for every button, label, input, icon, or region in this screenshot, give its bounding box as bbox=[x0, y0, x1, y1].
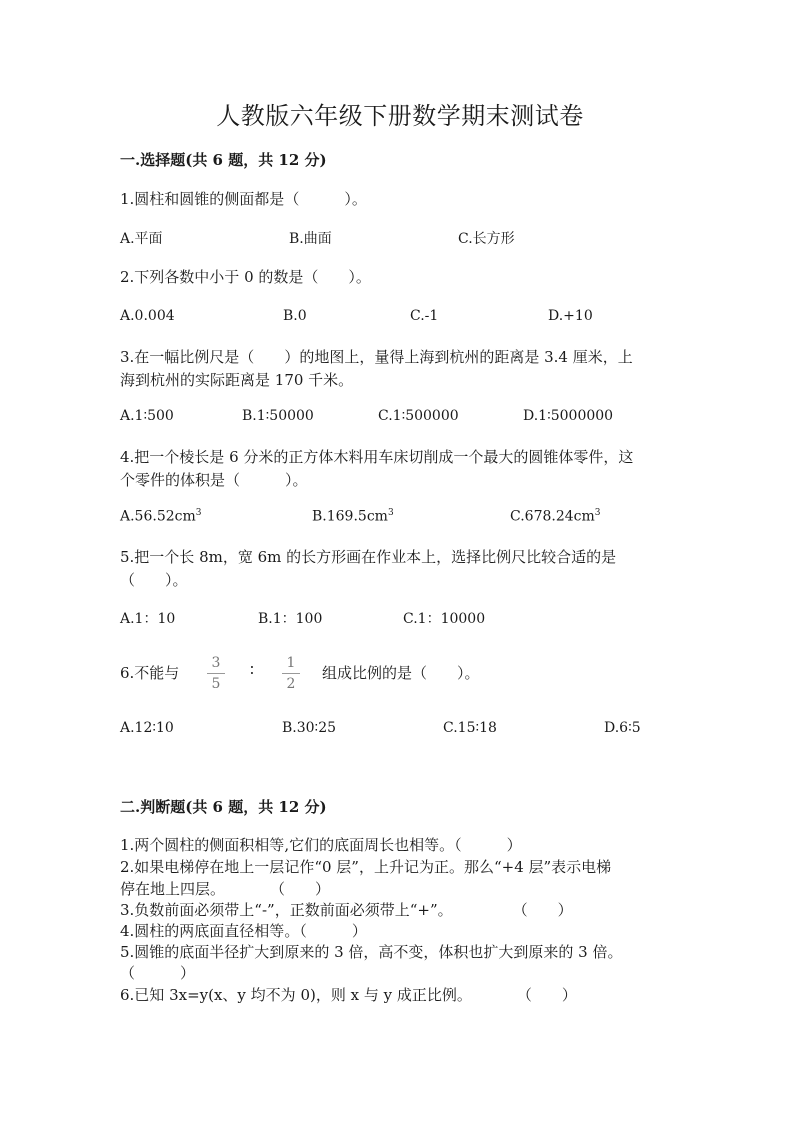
q3-option-c: C.1∶500000 bbox=[378, 408, 459, 424]
judgement-line-2: 2.如果电梯停在地上一层记作“0 层”，上升记为正。那么“+4 层”表示电梯 bbox=[120, 858, 612, 876]
q5-option-c: C.1：10000 bbox=[403, 611, 486, 627]
q5-option-b: B.1：100 bbox=[258, 611, 323, 627]
q2-option-a: A.0.004 bbox=[120, 308, 175, 324]
question-6-prefix: 6.不能与 bbox=[120, 664, 180, 682]
question-2: 2.下列各数中小于 0 的数是（ ）。 bbox=[120, 268, 371, 286]
q3-option-b: B.1∶50000 bbox=[242, 408, 314, 424]
question-6-suffix: 组成比例的是（ ）。 bbox=[322, 664, 480, 682]
judgement-line-6: 5.圆锥的底面半径扩大到原来的 3 倍，高不变，体积也扩大到原来的 3 倍。 bbox=[120, 943, 623, 961]
q3-option-a: A.1∶500 bbox=[120, 408, 174, 424]
judgement-line-8: 6.已知 3x=y(x、y 均不为 0)，则 x 与 y 成正比例。 （ ） bbox=[120, 986, 577, 1004]
q4-option-a: $A.56.52cm^3$ bbox=[120, 508, 202, 525]
question-5-line-1: 5.把一个长 8m，宽 6m 的长方形画在作业本上，选择比例尺比较合适的是 bbox=[120, 548, 617, 566]
question-5-line-2: （ ）。 bbox=[120, 571, 188, 589]
section-heading-judgement: 二.判断题(共 6 题，共 12 分) bbox=[120, 798, 327, 816]
page-title: 人教版六年级下册数学期末测试卷 bbox=[216, 102, 584, 130]
question-3-line-2: 海到杭州的实际距离是 170 千米。 bbox=[120, 371, 354, 389]
judgement-line-4: 3.负数前面必须带上“-”，正数前面必须带上“+”。 （ ） bbox=[120, 901, 573, 919]
q1-option-a: A.平面 bbox=[120, 231, 163, 247]
question-3-line-1: 3.在一幅比例尺是（ ）的地图上，量得上海到杭州的距离是 3.4 厘米，上 bbox=[120, 348, 633, 366]
fraction-numerator: 1 bbox=[286, 655, 296, 671]
q6-option-d: D.6∶5 bbox=[604, 720, 641, 736]
q4-option-b: $B.169.5cm^3$ bbox=[312, 508, 394, 525]
question-4-line-2: 个零件的体积是（ ）。 bbox=[120, 471, 308, 489]
q6-option-c: C.15∶18 bbox=[443, 720, 497, 736]
fraction-denominator: 2 bbox=[286, 676, 296, 692]
judgement-line-5: 4.圆柱的两底面直径相等。（ ） bbox=[120, 922, 367, 940]
fraction-three-fifths bbox=[207, 655, 225, 692]
ratio-colon: ∶ bbox=[250, 661, 254, 679]
fraction-one-half bbox=[282, 655, 300, 692]
judgement-line-3: 停在地上四层。 （ ） bbox=[120, 880, 331, 898]
q4-option-c: $C.678.24cm^3$ bbox=[510, 508, 601, 525]
q6-option-b: B.30∶25 bbox=[282, 720, 337, 736]
question-1: 1.圆柱和圆锥的侧面都是（ ）。 bbox=[120, 190, 367, 208]
q1-option-c: C.长方形 bbox=[458, 231, 515, 247]
q5-option-a: A.1：10 bbox=[120, 611, 176, 627]
q1-option-b: B.曲面 bbox=[289, 231, 332, 247]
question-4-line-1: 4.把一个棱长是 6 分米的正方体木料用车床切削成一个最大的圆锥体零件，这 bbox=[120, 448, 634, 466]
judgement-line-7: （ ） bbox=[120, 964, 196, 982]
judgement-line-1: 1.两个圆柱的侧面积相等,它们的底面周长也相等。（ ） bbox=[120, 836, 522, 854]
fraction-bar bbox=[207, 673, 225, 674]
q2-option-c: C.-1 bbox=[410, 308, 439, 324]
q6-option-a: A.12∶10 bbox=[120, 720, 174, 736]
q3-option-d: D.1∶5000000 bbox=[523, 408, 614, 424]
section-heading-choice: 一.选择题(共 6 题，共 12 分) bbox=[120, 151, 327, 169]
q2-option-d: D.+10 bbox=[548, 308, 593, 324]
fraction-numerator: 3 bbox=[211, 655, 221, 671]
fraction-denominator: 5 bbox=[211, 676, 221, 692]
fraction-bar bbox=[282, 673, 300, 674]
q2-option-b: B.0 bbox=[283, 308, 307, 324]
